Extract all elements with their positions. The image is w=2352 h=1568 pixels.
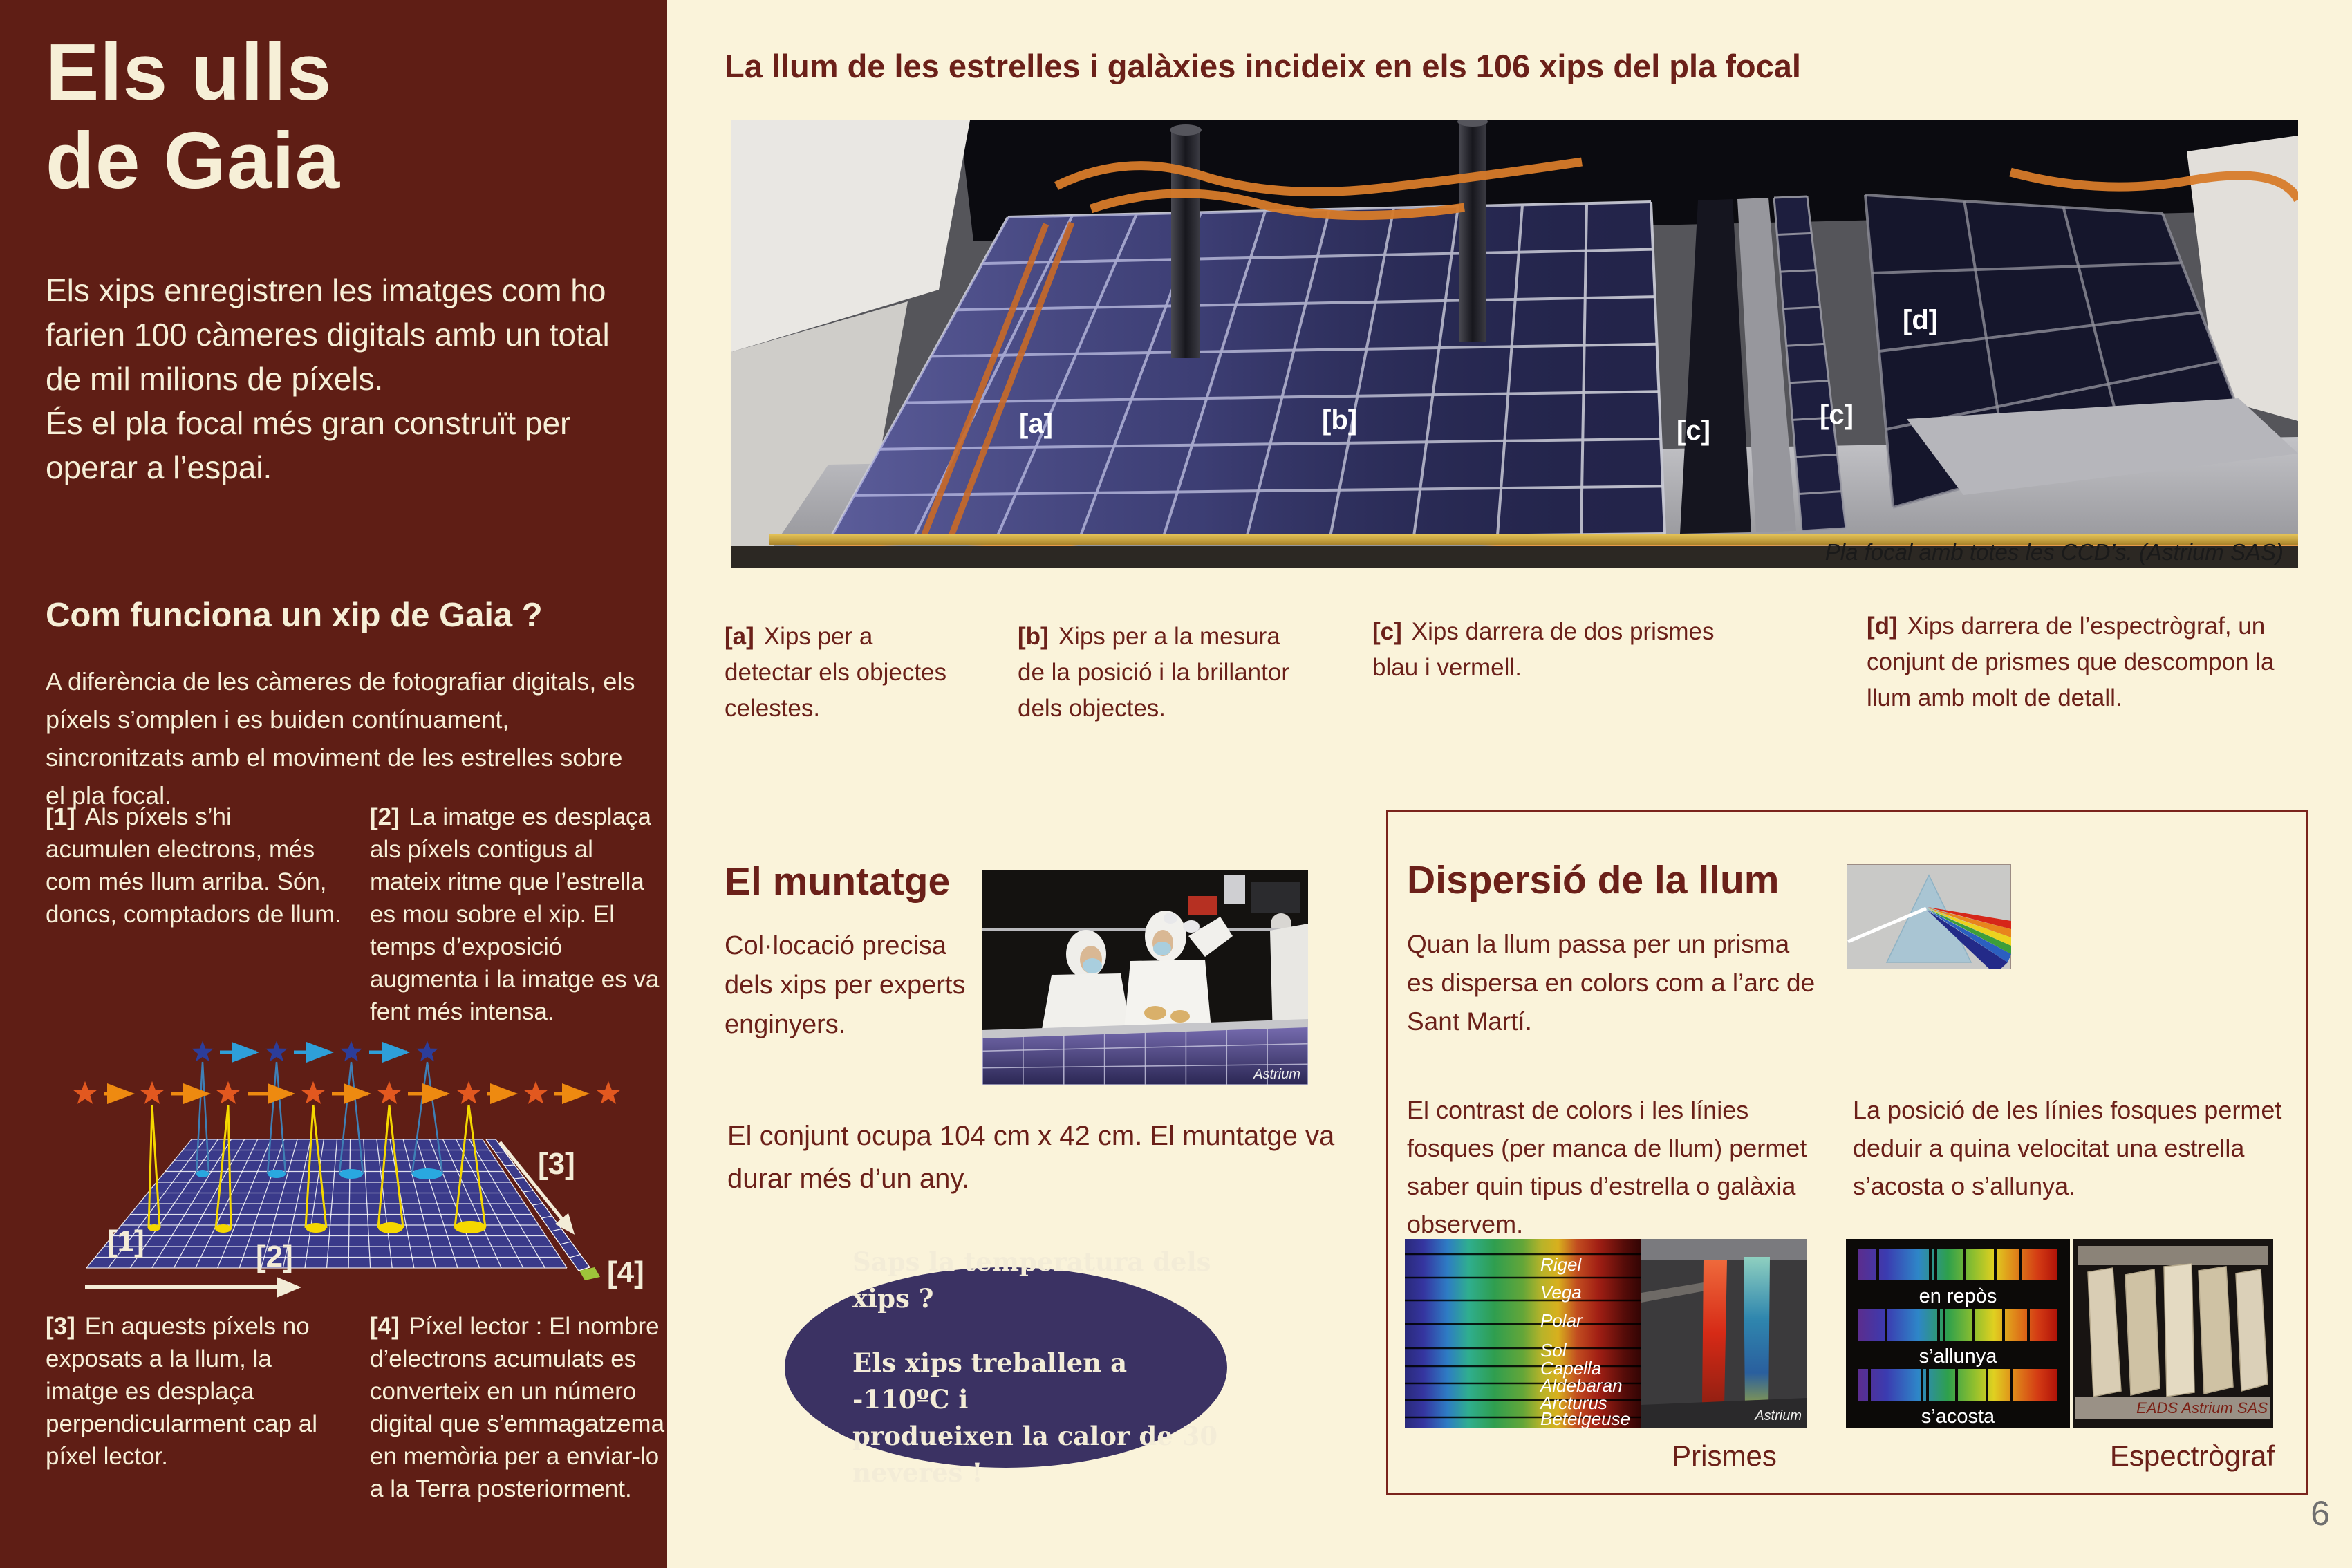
main-heading: La llum de les estrelles i galàxies incideix en els 106 xips del pla focal bbox=[725, 48, 1801, 84]
legend-a bbox=[725, 619, 960, 727]
intro-paragraph bbox=[46, 268, 633, 489]
legend-d bbox=[1867, 608, 2295, 716]
prism-dispersion-image bbox=[1847, 864, 2011, 969]
temperature-badge bbox=[785, 1247, 1227, 1488]
label-approaching: s’acosta bbox=[1921, 1406, 1995, 1428]
title-line-2: de Gaia bbox=[46, 115, 341, 205]
note-1-text: Als píxels s’hi acumulen electrons, més com més llum arriba. Són, doncs, comptadors de llum. bbox=[46, 803, 342, 928]
alignment-post-left bbox=[1170, 124, 1202, 358]
prisms-photo bbox=[1641, 1239, 1807, 1428]
spectrograph-photo bbox=[2073, 1239, 2273, 1428]
spectrograph-credit: EADS Astrium SAS bbox=[2136, 1399, 2268, 1417]
note-3 bbox=[46, 1310, 343, 1473]
focal-plane-photo bbox=[731, 120, 2298, 568]
diagram-label-1: [1] bbox=[107, 1224, 144, 1258]
diagram-label-4: [4] bbox=[607, 1256, 644, 1289]
tan-glove-2 bbox=[1170, 1010, 1190, 1023]
note-3-label: [3] bbox=[46, 1313, 75, 1340]
intro-text-1: Els xips enregistren les imatges com ho farien 100 càmeres digitals amb un total de mil milions de píxels. bbox=[46, 272, 610, 397]
doppler-spectra-panel bbox=[1846, 1239, 2070, 1428]
legend-c-text: Xips darrera de dos prismes blau i vermell. bbox=[1372, 618, 1715, 681]
note-4-text: Píxel lector : El nombre d’electrons acumulats es converteix en un número digital que s’emmagatzema en memòria per a enviar-lo a la Terra posteriorment. bbox=[370, 1313, 665, 1502]
photo-caption: Pla focal amb totes les CCD’s. (Astrium SAS) bbox=[1824, 539, 2284, 565]
ccd-pixel-diagram bbox=[35, 1016, 678, 1314]
star-name-rigel: Rigel bbox=[1540, 1254, 1582, 1275]
label-at-rest: en repòs bbox=[1919, 1285, 1997, 1307]
note-1-label: [1] bbox=[46, 803, 75, 830]
legend-b-text: Xips per a la mesura de la posició i la brillantor dels objectes. bbox=[1018, 623, 1289, 722]
dispersion-left-text: El contrast de colors i les línies fosques (per manca de llum) permet saber quin tipus d’estrella o galàxia observem. bbox=[1407, 1096, 1807, 1238]
muntatge-photo-credit: Astrium bbox=[1253, 1067, 1300, 1082]
legend-c-label: [c] bbox=[1372, 618, 1402, 645]
star-name-sol: Sol bbox=[1540, 1340, 1567, 1361]
note-4 bbox=[370, 1310, 667, 1505]
muntatge-text: Col·locació precisa dels xips per experts enginyers. bbox=[725, 931, 966, 1039]
intro-text-2: És el pla focal més gran construït per operar a l’espai. bbox=[46, 405, 571, 485]
sidebar-panel bbox=[0, 0, 667, 1568]
prisms-top-mount bbox=[1641, 1239, 1807, 1260]
zone-label-d: [d] bbox=[1903, 305, 1939, 335]
spectrum-at-rest bbox=[1858, 1249, 2057, 1280]
note-4-label: [4] bbox=[370, 1313, 400, 1340]
legend-a-label: [a] bbox=[725, 623, 754, 650]
legend-b-label: [b] bbox=[1018, 623, 1049, 650]
note-1 bbox=[46, 801, 343, 931]
badge-answer-2: produeixen la calor de 30 neveres ! bbox=[852, 1421, 1218, 1488]
page-number: 6 bbox=[2311, 1494, 2330, 1533]
zone-label-c2: [c] bbox=[1820, 400, 1854, 430]
muntatge-photo bbox=[982, 870, 1308, 1085]
note-2-label: [2] bbox=[370, 803, 400, 830]
diagram-label-2: [2] bbox=[256, 1240, 293, 1273]
legend-b bbox=[1018, 619, 1294, 727]
note-2 bbox=[370, 801, 660, 1028]
size-note: El conjunt ocupa 104 cm x 42 cm. El muntatge va durar més d’un any. bbox=[727, 1121, 1335, 1194]
prismes-label: Prismes bbox=[1672, 1439, 1777, 1472]
zone-label-a: [a] bbox=[1019, 409, 1053, 439]
alignment-post-right bbox=[1457, 120, 1488, 342]
star-name-arcturus: Arcturus bbox=[1540, 1392, 1607, 1413]
note-2-text: La imatge es desplaça als píxels contigus al mateix ritme que l’estrella es mou sobre el xip. El temps d’exposició augmenta i la imatge es va fent més intensa. bbox=[370, 803, 660, 1025]
badge-answer-1: Els xips treballen a -110ºC i bbox=[852, 1347, 1128, 1415]
spectrum-receding bbox=[1858, 1309, 2057, 1341]
dispersion-right-text: La posició de les línies fosques permet deduir a quina velocitat una estrella s’acosta o s’allunya. bbox=[1853, 1096, 2282, 1200]
legend-c bbox=[1372, 614, 1760, 686]
muntatge-heading: El muntatge bbox=[725, 859, 951, 904]
tan-glove-1 bbox=[1144, 1006, 1166, 1020]
dispersion-heading: Dispersió de la llum bbox=[1407, 858, 1780, 902]
legend-a-text: Xips per a detectar els objectes celestes. bbox=[725, 623, 947, 722]
star-spectra-panel bbox=[1405, 1239, 1641, 1428]
shelf bbox=[1251, 882, 1300, 913]
prisms-photo-credit: Astrium bbox=[1755, 1408, 1802, 1424]
badge-question: Saps la temperatura dels xips ? bbox=[852, 1247, 1211, 1314]
red-label bbox=[1188, 896, 1217, 915]
blue-prism-column bbox=[1744, 1257, 1770, 1412]
diagram-label-3: [3] bbox=[538, 1147, 575, 1181]
zone-label-b: [b] bbox=[1322, 405, 1358, 436]
star-name-polar: Polar bbox=[1540, 1310, 1583, 1331]
star-name-vega: Vega bbox=[1540, 1282, 1582, 1303]
title-line-1: Els ulls bbox=[46, 27, 333, 117]
legend-d-label: [d] bbox=[1867, 613, 1898, 640]
page-title bbox=[46, 28, 340, 205]
espectrograf-label: Espectrògraf bbox=[2109, 1439, 2275, 1472]
posted-sheets bbox=[1224, 875, 1245, 904]
label-receding: s’allunya bbox=[1919, 1345, 1997, 1368]
red-prism-column bbox=[1702, 1260, 1727, 1408]
metal-rail bbox=[982, 928, 1308, 931]
zone-label-c1: [c] bbox=[1677, 416, 1710, 446]
spectrograph-top-mount bbox=[2078, 1246, 2268, 1265]
note-3-text: En aquests píxels no exposats a la llum, la imatge es desplaça perpendicularment cap al píxel lector. bbox=[46, 1313, 318, 1470]
how-it-works-heading: Com funciona un xip de Gaia ? bbox=[46, 597, 543, 634]
dispersion-intro: Quan la llum passa per un prisma es dispersa en colors com a l’arc de Sant Martí. bbox=[1407, 930, 1816, 1036]
star-name-capella: Capella bbox=[1540, 1358, 1602, 1379]
how-it-works-text: A diferència de les càmeres de fotografiar digitals, els píxels s’omplen i es buiden contínuament, sincronitzats amb el moviment de les estrelles sobre el pla focal. bbox=[46, 667, 635, 810]
legend-d-text: Xips darrera de l’espectrògraf, un conjunt de prismes que descompon la llum amb molt de detall. bbox=[1867, 613, 2275, 711]
doppler-labels bbox=[1919, 1285, 1998, 1428]
spectrum-approaching bbox=[1858, 1369, 2057, 1401]
star-name-betelgeuse: Betelgeuse bbox=[1540, 1408, 1631, 1428]
star-name-aldebaran: Aldebaran bbox=[1540, 1375, 1623, 1396]
